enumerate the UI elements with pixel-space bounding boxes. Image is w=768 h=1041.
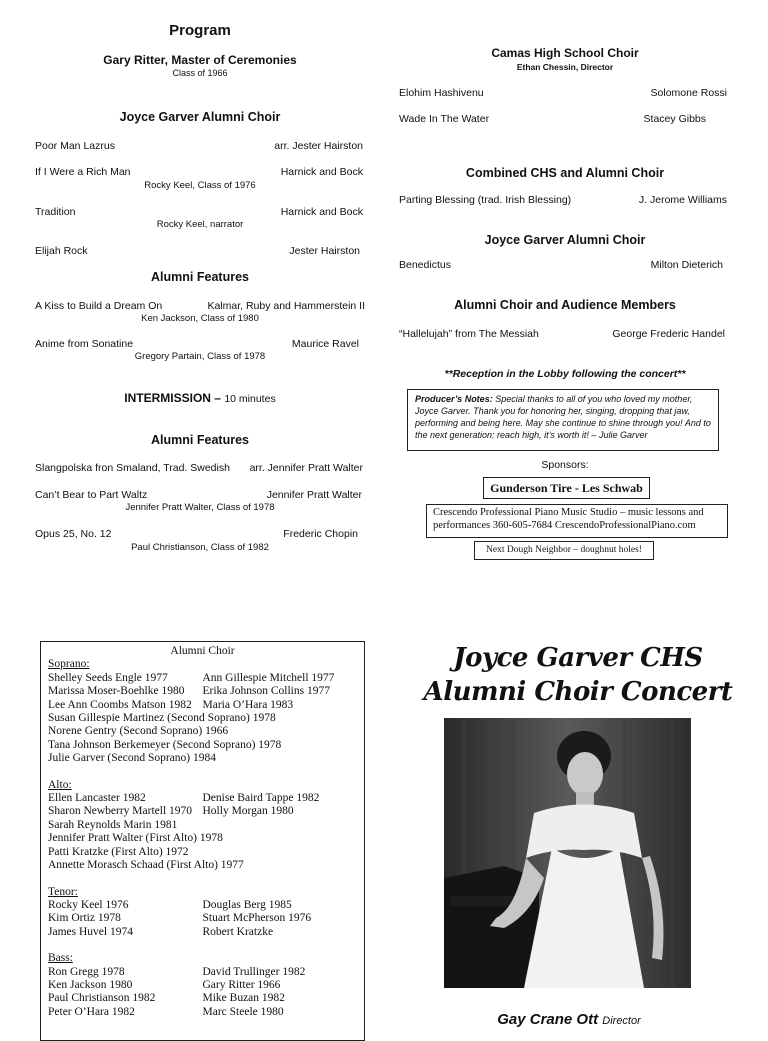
piece-note: Ken Jackson, Class of 1980 xyxy=(141,313,259,324)
singer: Marissa Moser-Boehlke 1980 xyxy=(48,685,185,698)
roster-row xyxy=(48,966,357,979)
roster-row xyxy=(48,805,357,818)
sponsors-label: Sponsors: xyxy=(541,459,589,471)
singer: Lee Ann Coombs Matson 1982 xyxy=(48,698,192,711)
piece-credit: Stacey Gibbs xyxy=(643,113,706,125)
piece-credit: Milton Dieterich xyxy=(650,259,723,271)
roster-title: Alumni Choir xyxy=(170,645,235,657)
bass-label: Bass: xyxy=(48,952,73,965)
program-title: Program xyxy=(169,22,231,39)
sponsor-box: Gunderson Tire - Les Schwab xyxy=(483,477,650,499)
roster-row xyxy=(48,926,357,939)
roster-row xyxy=(48,672,357,685)
piece-title: Tradition xyxy=(35,206,76,218)
mc-name: Gary Ritter, Master of Ceremonies xyxy=(103,53,297,67)
piece-title: If I Were a Rich Man xyxy=(35,166,131,178)
producers-notes xyxy=(407,389,719,451)
singer: Ellen Lancaster 1982 xyxy=(48,792,146,805)
portrait-photo xyxy=(444,718,691,988)
program-row xyxy=(399,113,706,125)
singer: Erika Johnson Collins 1977 xyxy=(202,685,330,698)
program-row xyxy=(399,87,727,99)
singer: Douglas Berg 1985 xyxy=(202,898,292,911)
producers-notes-text: Special thanks to all of you who loved my mother, Joyce Garver. Thank you for honoring her, singing, dropping that jaw, performing and being here. May she continue to shine through you! And to the next generation: reach high, it’s worth it! – Julie Garver xyxy=(415,394,711,440)
singer: Patti Kratzke (First Alto) 1972 xyxy=(48,845,189,858)
camas-director: Ethan Chessin, Director xyxy=(516,62,614,72)
singer: Sharon Newberry Martell 1970 xyxy=(48,805,193,818)
piece-credit: Kalmar, Ruby and Hammerstein II xyxy=(207,300,365,312)
combined-title: Combined CHS and Alumni Choir xyxy=(465,166,665,180)
singer: David Trullinger 1982 xyxy=(202,965,306,978)
mc-class: Class of 1966 xyxy=(172,68,228,78)
roster-row xyxy=(48,792,357,805)
singer: James Huvel 1974 xyxy=(48,925,133,938)
section-title-alumni-choir: Joyce Garver Alumni Choir xyxy=(119,110,281,124)
soprano-label: Soprano: xyxy=(48,658,90,671)
program-row xyxy=(35,206,363,218)
intermission-label: INTERMISSION xyxy=(124,391,211,405)
piece-note: Jennifer Pratt Walter, Class of 1978 xyxy=(125,502,275,513)
program-row xyxy=(35,528,358,540)
program-row xyxy=(35,166,363,178)
concert-title-line2: Alumni Choir Concert xyxy=(423,677,733,707)
piece-credit: arr. Jester Hairston xyxy=(274,140,363,152)
singer: Marc Steele 1980 xyxy=(202,1005,284,1018)
intermission-time: 10 minutes xyxy=(224,393,276,405)
piece-title: A Kiss to Build a Dream On xyxy=(35,300,163,312)
singer: Ken Jackson 1980 xyxy=(48,978,133,991)
piece-title: Parting Blessing (trad. Irish Blessing) xyxy=(399,194,572,206)
piece-note: Paul Christianson, Class of 1982 xyxy=(131,542,269,553)
sponsor-box: Next Dough Neighbor – doughnut holes! xyxy=(474,541,654,560)
singer: Paul Christianson 1982 xyxy=(48,992,156,1005)
singer: Tana Johnson Berkemeyer (Second Soprano) 1978 xyxy=(48,738,282,751)
piece-title: Elijah Rock xyxy=(35,245,88,257)
piece-title: Can’t Bear to Part Waltz xyxy=(35,489,148,501)
roster-row xyxy=(48,979,357,992)
program-row xyxy=(399,328,725,340)
singer: Julie Garver (Second Soprano) 1984 xyxy=(48,752,216,765)
roster-row xyxy=(48,1006,357,1019)
piece-title: Slangpolska fron Smaland, Trad. Swedish xyxy=(35,462,230,474)
program-row xyxy=(399,194,727,206)
piece-credit: George Frederic Handel xyxy=(612,328,725,340)
alumni-choir-roster xyxy=(40,641,365,1041)
piece-title: Elohim Hashivenu xyxy=(399,87,484,99)
singer: Denise Baird Tappe 1982 xyxy=(202,792,320,805)
audience-title: Alumni Choir and Audience Members xyxy=(454,298,676,312)
singer: Jennifer Pratt Walter (First Alto) 1978 xyxy=(48,832,223,845)
singer: Ann Gillespie Mitchell 1977 xyxy=(202,671,335,684)
singer: Susan Gillespie Martinez (Second Soprano) 1978 xyxy=(48,712,276,725)
director-credit xyxy=(444,1011,694,1028)
tenor-label: Tenor: xyxy=(48,885,78,898)
program-row xyxy=(35,489,362,501)
section-title-alumni-features-2: Alumni Features xyxy=(151,433,249,447)
producers-notes-label: Producer’s Notes: xyxy=(415,394,493,404)
intermission xyxy=(80,391,320,405)
roster-row xyxy=(48,912,357,925)
singer: Maria O’Hara 1983 xyxy=(202,698,294,711)
piece-title: Poor Man Lazrus xyxy=(35,140,115,152)
singer: Shelley Seeds Engle 1977 xyxy=(48,671,168,684)
program-row xyxy=(35,462,363,474)
singer: Kim Ortiz 1978 xyxy=(48,912,121,925)
singer: Norene Gentry (Second Soprano) 1966 xyxy=(48,725,229,738)
piece-note: Rocky Keel, narrator xyxy=(156,219,244,230)
sponsor-box: Crescendo Professional Piano Music Studio – music lessons and performances 360-605-7684 CrescendoProfessionalPiano.com xyxy=(426,504,728,538)
singer: Rocky Keel 1976 xyxy=(48,898,129,911)
director-role: Director xyxy=(602,1015,641,1027)
roster-row xyxy=(48,899,357,912)
program-row xyxy=(35,245,360,257)
reception-note: **Reception in the Lobby following the concert** xyxy=(444,368,686,380)
intermission-dash: – xyxy=(214,391,221,405)
singer: Peter O’Hara 1982 xyxy=(48,1005,135,1018)
piece-title: Opus 25, No. 12 xyxy=(35,528,112,540)
piece-credit: J. Jerome Williams xyxy=(638,194,727,206)
piece-title: Anime from Sonatine xyxy=(35,338,134,350)
concert-title-line1: Joyce Garver CHS xyxy=(453,643,703,673)
program-row xyxy=(35,338,359,350)
roster-row xyxy=(48,992,357,1005)
piece-note: Gregory Partain, Class of 1978 xyxy=(134,351,266,362)
piece-credit: Frederic Chopin xyxy=(283,528,358,540)
piece-credit: Harnick and Bock xyxy=(280,206,363,218)
program-row xyxy=(399,259,723,271)
piece-credit: Jester Hairston xyxy=(289,245,360,257)
section-title-alumni-features: Alumni Features xyxy=(151,270,249,284)
alto-label: Alto: xyxy=(48,778,72,791)
singer: Stuart McPherson 1976 xyxy=(202,912,312,925)
piece-title: Benedictus xyxy=(399,259,451,271)
singer: Sarah Reynolds Marin 1981 xyxy=(48,818,178,831)
roster-row xyxy=(48,699,357,712)
singer: Ron Gregg 1978 xyxy=(48,965,125,978)
piece-credit: Harnick and Bock xyxy=(280,166,363,178)
piece-credit: Solomone Rossi xyxy=(650,87,727,99)
piece-title: Wade In The Water xyxy=(399,113,490,125)
singer: Gary Ritter 1966 xyxy=(202,978,281,991)
program-row xyxy=(35,140,363,152)
piece-note: Rocky Keel, Class of 1976 xyxy=(144,180,256,191)
singer: Annette Morasch Schaad (First Alto) 1977 xyxy=(48,859,244,872)
program-row xyxy=(35,300,365,312)
piece-credit: Jennifer Pratt Walter xyxy=(266,489,362,501)
singer: Robert Kratzke xyxy=(202,925,274,938)
roster-row xyxy=(48,685,357,698)
singer: Mike Buzan 1982 xyxy=(202,992,285,1005)
piece-credit: arr. Jennifer Pratt Walter xyxy=(249,462,363,474)
garver-title: Joyce Garver Alumni Choir xyxy=(484,233,646,247)
camas-title: Camas High School Choir xyxy=(491,46,639,60)
piece-title: “Hallelujah” from The Messiah xyxy=(399,328,539,340)
piece-credit: Maurice Ravel xyxy=(291,338,359,350)
singer: Holly Morgan 1980 xyxy=(202,805,294,818)
director-name: Gay Crane Ott xyxy=(497,1011,599,1028)
